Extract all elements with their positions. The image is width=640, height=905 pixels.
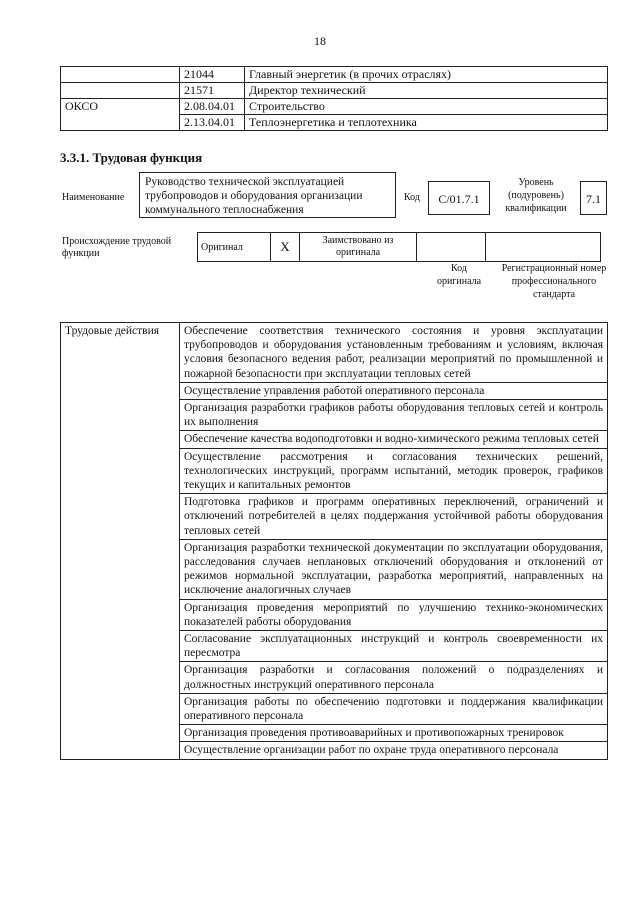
table-row bbox=[61, 83, 608, 99]
reg-number-cell bbox=[486, 233, 601, 262]
function-level-box: 7.1 bbox=[580, 181, 607, 215]
function-code-box: С/01.7.1 bbox=[428, 181, 490, 215]
labor-action-item: Организация разработки технической документации по эксплуатации оборудования, расследования случаев неплановых отключений оборудования и отклонений от режимов нормальной эксплуатации, разработка мероприятий, направленных на исключение аналогичных случаев bbox=[180, 539, 608, 599]
labor-action-item: Организация разработки и согласования положений о подразделениях и должностных инструкций оперативного персонала bbox=[180, 662, 608, 693]
okso-table bbox=[60, 66, 608, 131]
code-cell: 2.08.04.01 bbox=[180, 99, 245, 115]
table-row bbox=[61, 67, 608, 83]
labor-action-item: Согласование эксплуатационных инструкций и контроль своевременности их пересмотра bbox=[180, 631, 608, 662]
original-code-cell bbox=[417, 233, 486, 262]
labor-action-item: Подготовка графиков и программ оперативных переключений, ограничений и отключений потребителей в целях поддержания устойчивой работы оборудования тепловых сетей bbox=[180, 494, 608, 540]
table-cell-empty bbox=[61, 67, 180, 83]
original-code-caption: Код оригинала bbox=[436, 263, 482, 287]
labor-actions-table bbox=[60, 322, 608, 760]
name-label: Наименование bbox=[62, 192, 125, 203]
code-label: Код bbox=[404, 192, 420, 203]
labor-action-item: Организация работы по обеспечению подготовки и поддержания квалификации оперативного персонала bbox=[180, 693, 608, 724]
labor-action-item: Осуществление управления работой оперативного персонала bbox=[180, 382, 608, 399]
table-row bbox=[61, 99, 608, 115]
labor-action-item: Осуществление рассмотрения и согласования технических решений, технологических инструкций, программ испытаний, методик проверок, графиков текущих и капитальных ремонтов bbox=[180, 448, 608, 494]
reg-number-caption: Регистрационный номер профессионального стандарта bbox=[501, 263, 607, 300]
labor-action-item: Организация проведения мероприятий по улучшению технико-экономических показателей работы оборудования bbox=[180, 599, 608, 630]
borrowed-label: Заимствовано из оригинала bbox=[300, 233, 417, 262]
table-row bbox=[61, 323, 608, 383]
code-cell: 21044 bbox=[180, 67, 245, 83]
name-cell: Директор технический bbox=[245, 83, 608, 99]
name-cell: Строительство bbox=[245, 99, 608, 115]
labor-action-item: Обеспечение соответствия технического состояния и уровня эксплуатации трубопроводов и оборудования установленным требованиям и условиям, включая условия безопасного ведения работ, реализации мероприятий по промышленной и пожарной безопасности при эксплуатации тепловых сетей bbox=[180, 323, 608, 383]
labor-action-item: Обеспечение качества водоподготовки и водно-химического режима тепловых сетей bbox=[180, 431, 608, 448]
labor-action-item: Организация проведения противоаварийных и противопожарных тренировок bbox=[180, 725, 608, 742]
page-number: 18 bbox=[314, 34, 326, 48]
original-label: Оригинал bbox=[198, 233, 271, 262]
okso-group-label: ОКСО bbox=[61, 99, 180, 131]
name-cell: Главный энергетик (в прочих отраслях) bbox=[245, 67, 608, 83]
origin-label: Происхождение трудовой функции bbox=[62, 236, 172, 259]
level-label: Уровень (подуровень) квалификации bbox=[505, 177, 567, 214]
table-row bbox=[198, 233, 601, 262]
code-cell: 21571 bbox=[180, 83, 245, 99]
original-mark: Х bbox=[271, 233, 300, 262]
labor-action-item: Организация разработки графиков работы оборудования тепловых сетей и контроль их выполнения bbox=[180, 400, 608, 431]
section-title: 3.3.1. Трудовая функция bbox=[60, 150, 203, 165]
function-name-box: Руководство технической эксплуатацией трубопроводов и оборудования организации коммунального теплоснабжения bbox=[139, 172, 396, 218]
labor-action-item: Осуществление организации работ по охране труда оперативного персонала bbox=[180, 742, 608, 759]
labor-actions-header: Трудовые действия bbox=[61, 323, 180, 760]
code-cell: 2.13.04.01 bbox=[180, 115, 245, 131]
origin-table bbox=[197, 232, 601, 262]
table-cell-empty bbox=[61, 83, 180, 99]
name-cell: Теплоэнергетика и теплотехника bbox=[245, 115, 608, 131]
